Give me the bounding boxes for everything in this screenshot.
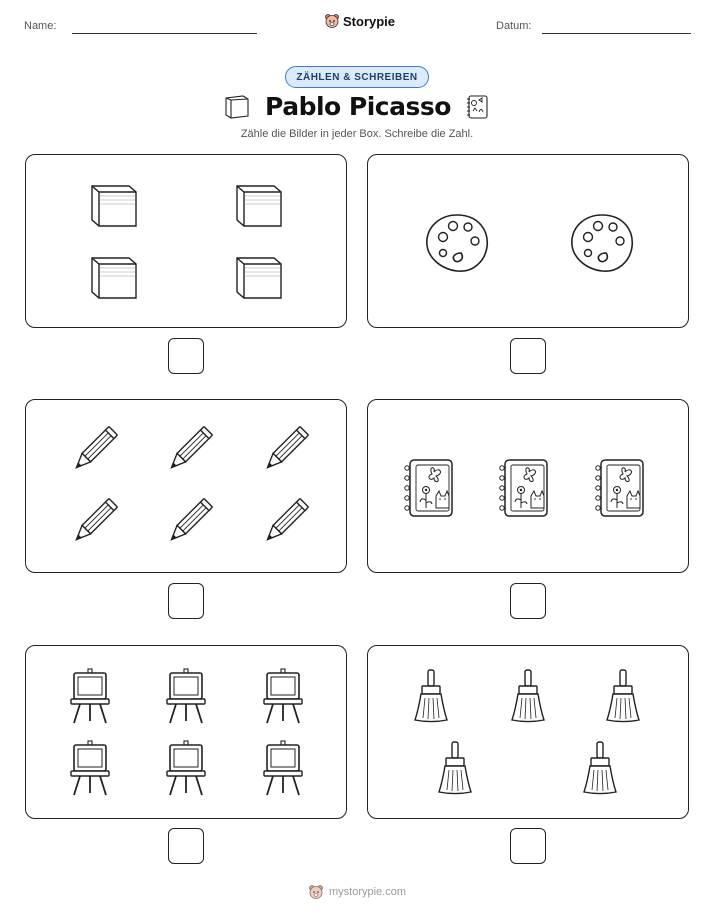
- brand-name: Storypie: [343, 13, 396, 29]
- count-box-paintbrushes: [367, 645, 689, 819]
- pencil-icon: [72, 427, 117, 472]
- answer-box-easels[interactable]: [168, 828, 204, 864]
- page-title: Pablo Picasso: [265, 92, 451, 121]
- pencil-icon: [167, 427, 212, 472]
- instruction-text: Zähle die Bilder in jeder Box. Schreibe die Zahl.: [240, 128, 474, 140]
- pencil-icon: [167, 499, 212, 544]
- paintbrush-icon: [439, 742, 471, 794]
- footer: [0, 884, 714, 900]
- bear-mascot-icon: [324, 13, 340, 29]
- count-box-books: [25, 154, 347, 328]
- paintbrush-icon: [584, 742, 616, 794]
- book-icon: [92, 258, 136, 298]
- date-line[interactable]: [542, 33, 691, 34]
- sketchbook-icon: [596, 460, 643, 516]
- paintbrush-icon: [512, 670, 544, 722]
- pencil-icon: [263, 427, 308, 472]
- easel-icon: [264, 669, 302, 723]
- topic-badge: ZÄHLEN & SCHREIBEN: [285, 66, 429, 88]
- paintbrush-icon: [607, 670, 639, 722]
- answer-box-pencils[interactable]: [168, 583, 204, 619]
- easel-icon: [264, 741, 302, 795]
- name-label: Name:: [24, 20, 57, 32]
- easel-icon: [167, 669, 205, 723]
- count-box-easels: [25, 645, 347, 819]
- palette-icon: [572, 215, 632, 271]
- sketchbook-icon: [405, 460, 452, 516]
- sketchbook-icon: [500, 460, 547, 516]
- book-icon: [223, 94, 251, 120]
- date-label: Datum:: [496, 20, 532, 32]
- answer-box-books[interactable]: [168, 338, 204, 374]
- palette-icon: [427, 215, 487, 271]
- answer-box-paintbrushes[interactable]: [510, 828, 546, 864]
- count-box-pencils: [25, 399, 347, 573]
- answer-box-sketchbooks[interactable]: [510, 583, 546, 619]
- footer-url[interactable]: mystorypie.com: [328, 886, 407, 898]
- book-icon: [237, 258, 281, 298]
- count-box-palettes: [367, 154, 689, 328]
- easel-icon: [71, 669, 109, 723]
- name-line[interactable]: [72, 33, 257, 34]
- easel-icon: [167, 741, 205, 795]
- count-box-sketchbooks: [367, 399, 689, 573]
- brand-logo: [324, 13, 395, 29]
- bear-mascot-icon: [308, 884, 324, 900]
- sketchbook-icon: [465, 94, 491, 120]
- pencil-icon: [72, 499, 117, 544]
- paintbrush-icon: [415, 670, 447, 722]
- pencil-icon: [263, 499, 308, 544]
- book-icon: [92, 186, 136, 226]
- answer-box-palettes[interactable]: [510, 338, 546, 374]
- book-icon: [237, 186, 281, 226]
- easel-icon: [71, 741, 109, 795]
